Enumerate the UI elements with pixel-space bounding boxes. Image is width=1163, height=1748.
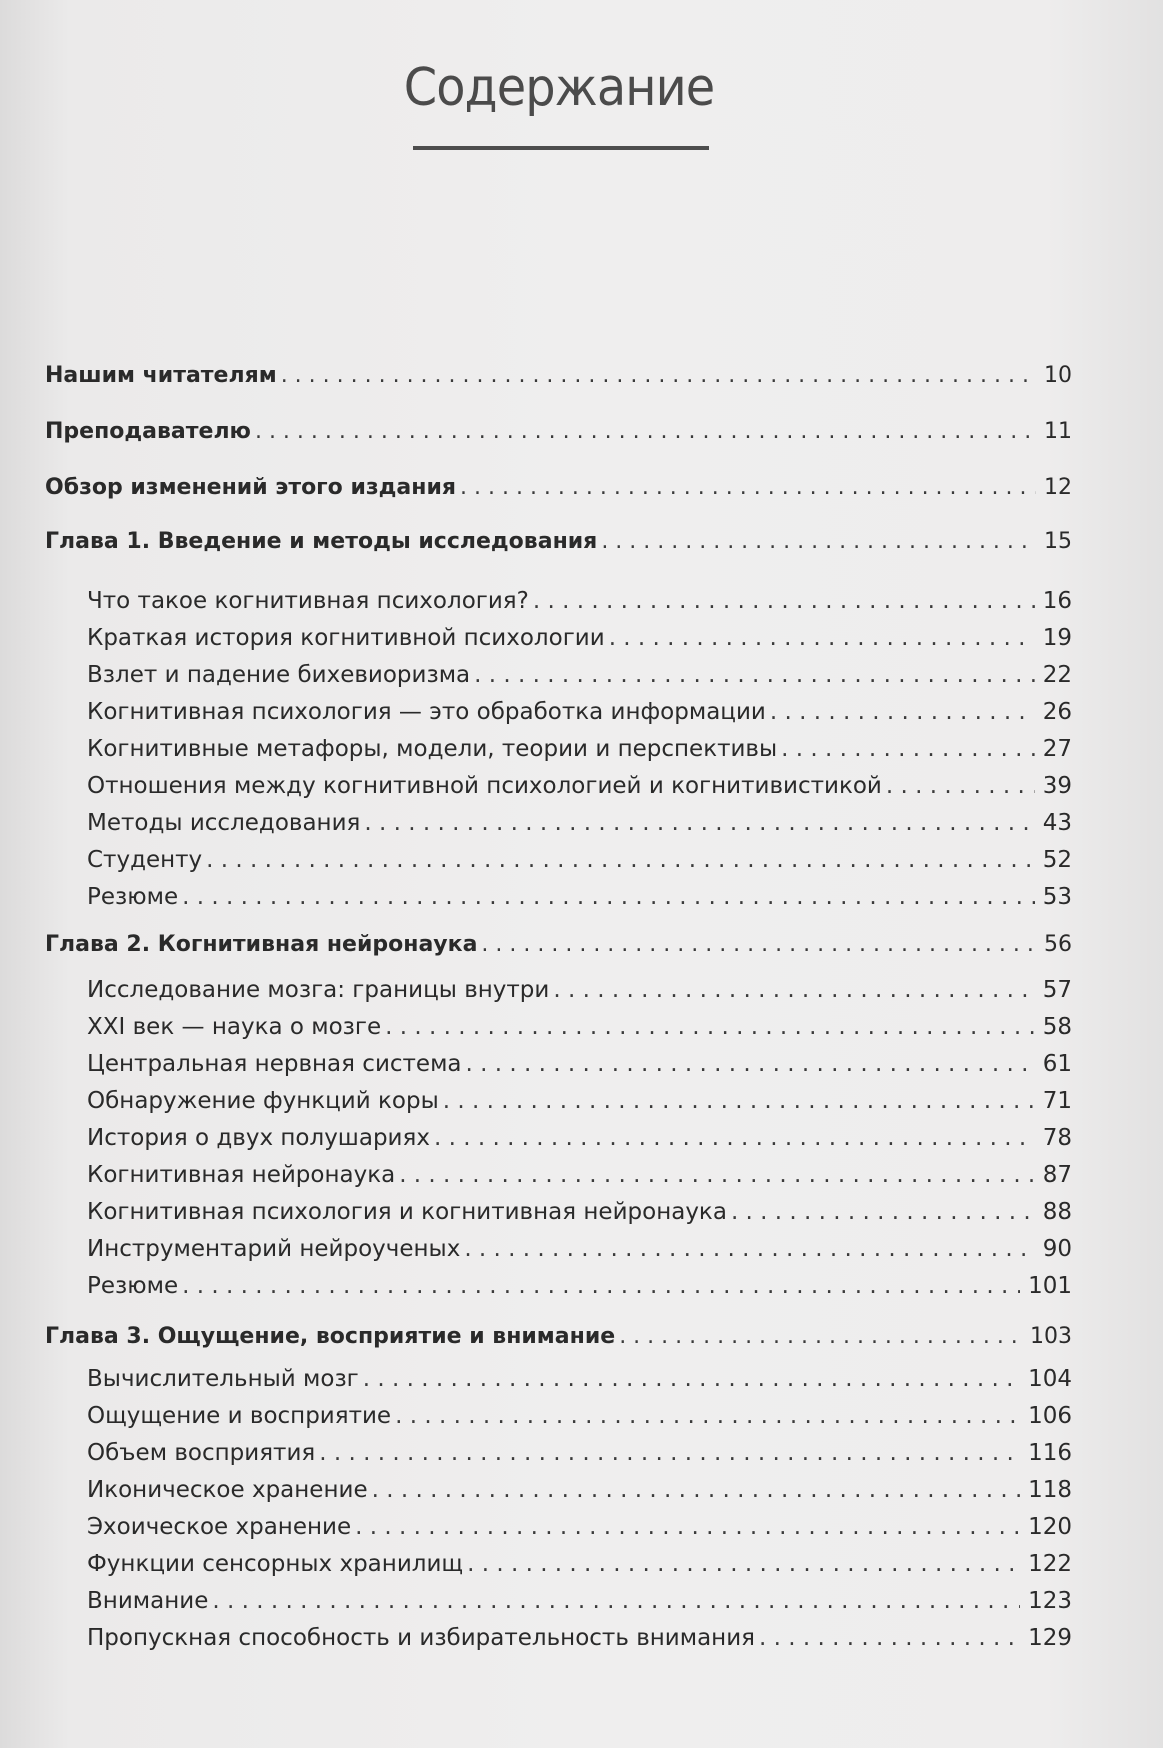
toc-entry-label: Когнитивная нейронаука <box>87 1162 396 1188</box>
toc-page-number: 39 <box>1042 773 1072 799</box>
dot-leader <box>372 1477 1021 1503</box>
toc-entry-label: Глава 3. Ощущение, восприятие и внимание <box>45 1324 616 1349</box>
dot-leader <box>759 1625 1020 1651</box>
toc-subsection <box>87 1088 1072 1114</box>
toc-entry-label: Ощущение и восприятие <box>87 1403 392 1429</box>
toc-entry-label: Взлет и падение бихевиоризма <box>87 662 471 688</box>
toc-subsection <box>87 1236 1072 1262</box>
toc-entry-label: Отношения между когнитивной психологией и когнитивистикой <box>87 773 882 799</box>
toc-page-number: 53 <box>1042 884 1072 910</box>
toc-subsection <box>87 625 1072 651</box>
toc-subsection <box>87 1477 1072 1503</box>
toc-page-number: 19 <box>1042 625 1072 651</box>
toc-page-number: 56 <box>1044 932 1072 957</box>
toc-subsection <box>87 847 1072 873</box>
toc-subsection <box>87 1551 1072 1577</box>
toc-entry-label: Центральная нервная система <box>87 1051 462 1077</box>
toc-entry-label: Исследование мозга: границы внутри <box>87 977 550 1003</box>
toc-subsection <box>87 1199 1072 1225</box>
dot-leader <box>355 1514 1020 1540</box>
toc-page-number: 129 <box>1028 1625 1072 1651</box>
dot-leader <box>212 1588 1020 1614</box>
dot-leader <box>770 699 1035 725</box>
toc-page-number: 78 <box>1042 1125 1072 1151</box>
toc-entry-label: Резюме <box>87 884 179 910</box>
toc-page-number: 22 <box>1042 662 1072 688</box>
dot-leader <box>533 588 1035 614</box>
dot-leader <box>466 1051 1035 1077</box>
toc-page-number: 10 <box>1044 363 1072 388</box>
toc-page-number: 58 <box>1042 1014 1072 1040</box>
toc-page-number: 116 <box>1028 1440 1072 1466</box>
toc-page-number: 101 <box>1028 1273 1072 1299</box>
toc-entry-label: Что такое когнитивная психология? <box>87 588 529 614</box>
toc-entry-label: Глава 1. Введение и методы исследования <box>45 529 598 554</box>
toc-subsection <box>87 1051 1072 1077</box>
toc-page-number: 43 <box>1042 810 1072 836</box>
toc-entry-label: Резюме <box>87 1273 179 1299</box>
toc-page-number: 120 <box>1028 1514 1072 1540</box>
toc-page-number: 87 <box>1042 1162 1072 1188</box>
toc-entry-label: Иконическое хранение <box>87 1477 368 1503</box>
toc-page-number: 104 <box>1028 1366 1072 1392</box>
toc-page-number: 106 <box>1028 1403 1072 1429</box>
dot-leader <box>182 1273 1020 1299</box>
toc-page-number: 27 <box>1042 736 1072 762</box>
dot-leader <box>281 363 1036 388</box>
dot-leader <box>601 529 1036 554</box>
toc-entry-label: Обнаружение функций коры <box>87 1088 439 1114</box>
toc-entry-label: Обзор изменений этого издания <box>45 475 457 500</box>
toc-section <box>45 1324 1072 1349</box>
toc-subsection <box>87 810 1072 836</box>
toc-subsection <box>87 1366 1072 1392</box>
dot-leader <box>460 475 1036 500</box>
dot-leader <box>395 1403 1020 1429</box>
toc-entry-label: Когнитивные метафоры, модели, теории и перспективы <box>87 736 778 762</box>
toc-subsection <box>87 1625 1072 1651</box>
toc-page-number: 11 <box>1044 419 1072 444</box>
toc-page-number: 123 <box>1028 1588 1072 1614</box>
toc-entry-label: Преподавателю <box>45 419 251 444</box>
toc-entry-label: Методы исследования <box>87 810 361 836</box>
dot-leader <box>481 932 1036 957</box>
toc-subsection <box>87 1440 1072 1466</box>
dot-leader <box>399 1162 1035 1188</box>
toc-section <box>45 475 1072 500</box>
toc-page-number: 57 <box>1042 977 1072 1003</box>
toc-page-number: 16 <box>1042 588 1072 614</box>
dot-leader <box>886 773 1035 799</box>
toc-subsection <box>87 1273 1072 1299</box>
toc-page-number: 26 <box>1042 699 1072 725</box>
toc-section <box>45 419 1072 444</box>
toc-entry-label: XXI век — наука о мозге <box>87 1014 382 1040</box>
dot-leader <box>434 1125 1035 1151</box>
toc-entry-label: Когнитивная психология и когнитивная нейронаука <box>87 1199 727 1225</box>
toc-entry-label: Вычислительный мозг <box>87 1366 359 1392</box>
toc-page-number: 122 <box>1028 1551 1072 1577</box>
toc-page-number: 12 <box>1044 475 1072 500</box>
dot-leader <box>464 1236 1034 1262</box>
toc-subsection <box>87 588 1072 614</box>
title-underline <box>413 146 709 150</box>
dot-leader <box>206 847 1035 873</box>
toc-section <box>45 363 1072 388</box>
toc-page-number: 52 <box>1042 847 1072 873</box>
toc-subsection <box>87 1014 1072 1040</box>
toc-page-number: 15 <box>1044 529 1072 554</box>
toc-page-number: 118 <box>1028 1477 1072 1503</box>
toc-subsection <box>87 1588 1072 1614</box>
dot-leader <box>319 1440 1020 1466</box>
toc-subsection <box>87 1125 1072 1151</box>
toc-page-number: 88 <box>1042 1199 1072 1225</box>
dot-leader <box>474 662 1035 688</box>
toc-subsection <box>87 773 1072 799</box>
dot-leader <box>619 1324 1022 1349</box>
toc-page-number: 71 <box>1042 1088 1072 1114</box>
toc-page-number: 90 <box>1042 1236 1072 1262</box>
toc-entry-label: Нашим читателям <box>45 363 277 388</box>
toc-subsection <box>87 884 1072 910</box>
dot-leader <box>255 419 1036 444</box>
toc-page-number: 103 <box>1030 1324 1072 1349</box>
dot-leader <box>364 810 1034 836</box>
toc-page-number: 61 <box>1042 1051 1072 1077</box>
toc-subsection <box>87 1162 1072 1188</box>
toc-subsection <box>87 699 1072 725</box>
dot-leader <box>609 625 1035 651</box>
dot-leader <box>363 1366 1020 1392</box>
dot-leader <box>443 1088 1035 1114</box>
toc-entry-label: Когнитивная психология — это обработка информации <box>87 699 766 725</box>
toc-subsection <box>87 736 1072 762</box>
toc-entry-label: Функции сенсорных хранилищ <box>87 1551 464 1577</box>
toc-entry-label: Краткая история когнитивной психологии <box>87 625 605 651</box>
toc-subsection <box>87 1403 1072 1429</box>
toc-section <box>45 932 1072 957</box>
toc-entry-label: История о двух полушариях <box>87 1125 430 1151</box>
toc-entry-label: Инструментарий нейроученых <box>87 1236 461 1262</box>
toc-subsection <box>87 1514 1072 1540</box>
toc-entry-label: Глава 2. Когнитивная нейронаука <box>45 932 478 957</box>
dot-leader <box>467 1551 1020 1577</box>
dot-leader <box>553 977 1034 1003</box>
toc-entry-label: Объем восприятия <box>87 1440 316 1466</box>
toc-subsection <box>87 662 1072 688</box>
toc-entry-label: Студенту <box>87 847 203 873</box>
dot-leader <box>385 1014 1035 1040</box>
toc-entry-label: Пропускная способность и избирательность внимания <box>87 1625 755 1651</box>
toc-entry-label: Внимание <box>87 1588 209 1614</box>
page-title: Содержание <box>403 58 715 118</box>
toc-section <box>45 529 1072 554</box>
dot-leader <box>182 884 1035 910</box>
toc-entry-label: Эхоическое хранение <box>87 1514 352 1540</box>
dot-leader <box>781 736 1035 762</box>
dot-leader <box>731 1199 1035 1225</box>
toc-subsection <box>87 977 1072 1003</box>
